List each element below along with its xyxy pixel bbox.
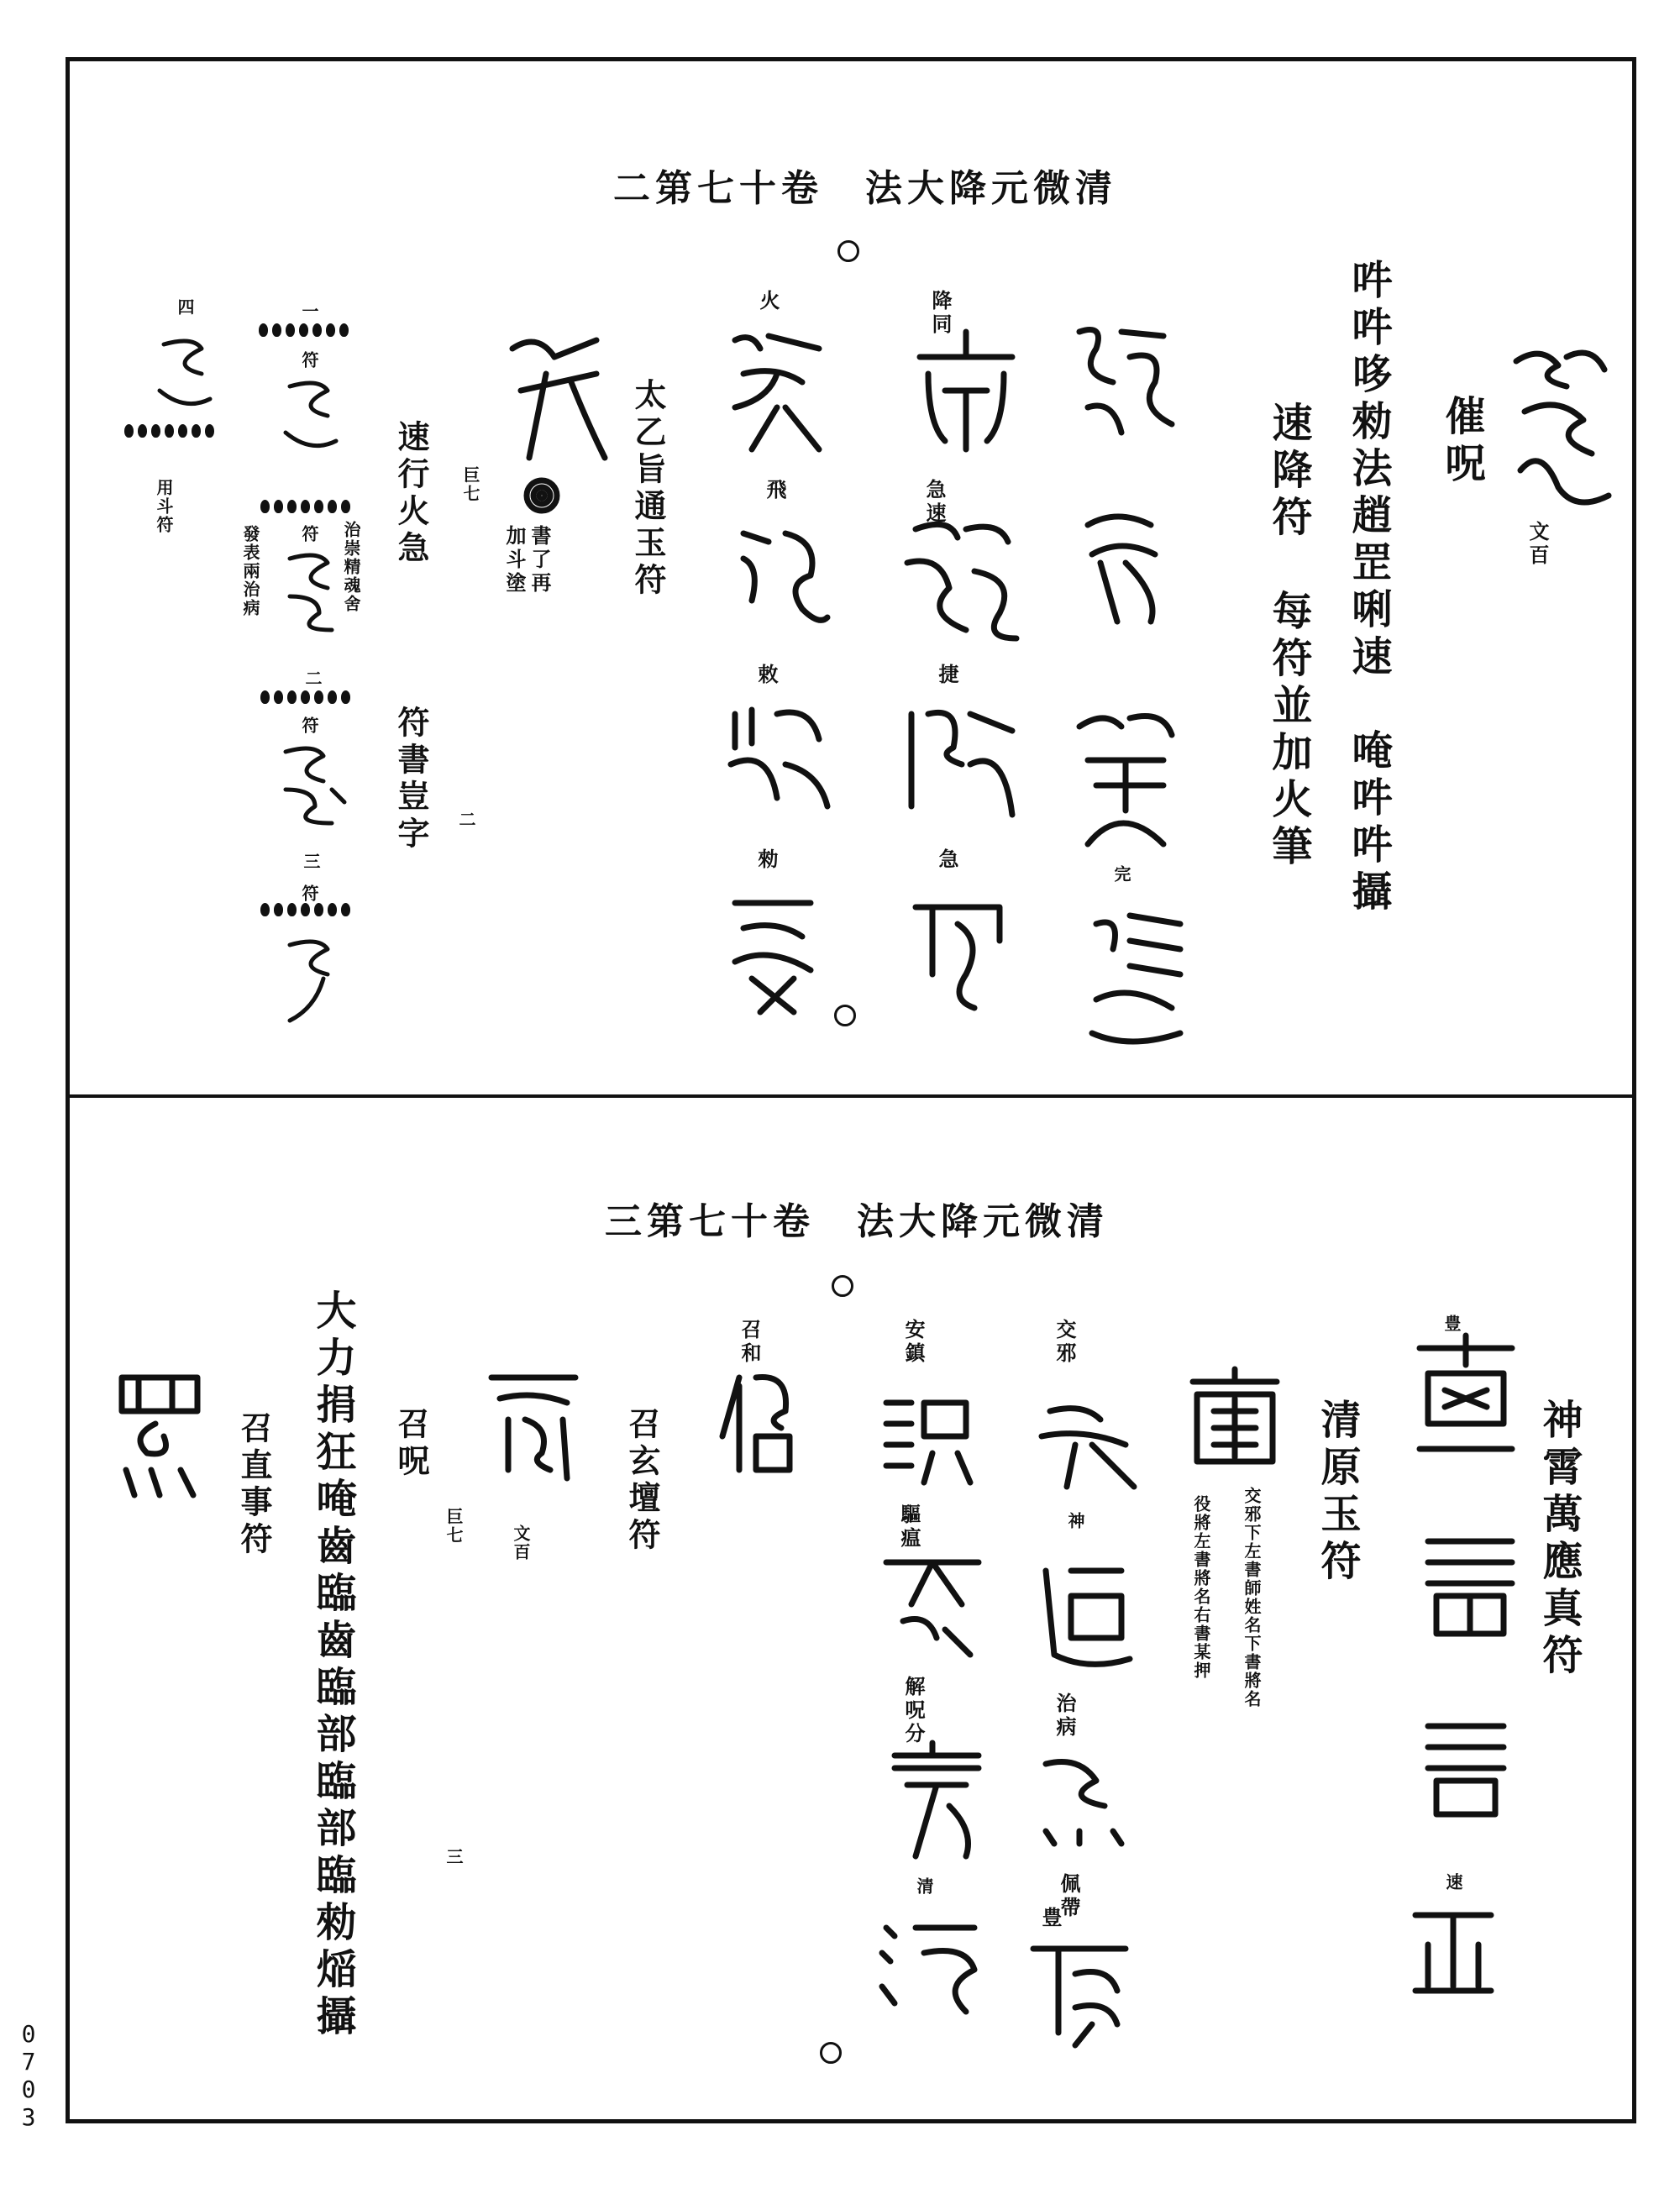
talisman-glyph-zhaoxuan	[483, 1361, 584, 1487]
note-dou: 用斗符	[154, 479, 174, 534]
label-jiaoxie: 交邪	[1053, 1319, 1077, 1366]
note-zhi: 治崇精魂舍	[341, 521, 361, 613]
bottom-header: 三第七十卷 法大降元微清	[605, 1200, 1109, 1243]
note-feng: 豊	[1441, 1315, 1462, 1333]
talisman-glyph	[718, 697, 836, 815]
talisman-fu	[277, 374, 344, 458]
talisman-glyph-taiyi	[504, 323, 613, 470]
label-jisu: 急速	[922, 479, 947, 526]
talisman-glyph	[1071, 701, 1180, 853]
talisman-glyph	[1079, 907, 1189, 1050]
cuizhou-title: 催呪	[1438, 395, 1485, 489]
label-huo: 火	[756, 290, 780, 313]
talisman-glyph	[1029, 1747, 1138, 1848]
fire-seal-icon	[521, 475, 563, 517]
label-feng: 豊	[1038, 1907, 1063, 1930]
note-wen-b: 文百	[511, 1525, 531, 1561]
talisman-glyph	[1029, 1554, 1138, 1672]
fu-label: 符	[299, 884, 319, 903]
cuizhou-chant: 吽吽哆勑法趙罡唎速 唵吽吽攝	[1345, 259, 1392, 917]
fu-label: 符	[299, 716, 319, 735]
note-shu: 書了再	[528, 525, 552, 596]
suxing-title: 速行火急	[392, 420, 430, 568]
label-zhibing: 治病	[1053, 1693, 1077, 1740]
label-he: 召和	[738, 1319, 762, 1366]
fu-dots	[260, 690, 354, 707]
talisman-glyph	[911, 323, 1021, 458]
label-chi2: 勑	[754, 848, 779, 872]
talisman-glyph	[718, 323, 836, 458]
label-chi: 敕	[754, 664, 779, 687]
talisman-fu	[151, 332, 218, 416]
note-fa: 發表兩治病	[240, 525, 260, 617]
talisman-fu	[277, 932, 344, 1025]
note-jiao-1: 交邪下左書師姓名下書將名	[1242, 1487, 1262, 1708]
binding-hole	[837, 240, 859, 262]
label-shen: 神	[1065, 1512, 1085, 1530]
talisman-glyph	[907, 890, 1016, 1016]
note-wen: 文百	[1525, 521, 1550, 568]
label-jiezhou: 解呪分	[901, 1676, 926, 1746]
talisman-glyph	[878, 1546, 987, 1663]
talisman-glyph	[1071, 315, 1180, 449]
fu-dots	[260, 500, 354, 517]
talisman-glyph	[727, 517, 836, 634]
talisman-glyph	[1033, 1394, 1142, 1495]
label-jiang-tong: 降同	[928, 290, 953, 337]
note-su: 速	[1443, 1873, 1463, 1892]
qingyuan-title: 清原玉符	[1314, 1399, 1361, 1587]
fu-dots	[260, 903, 354, 920]
taiyi-title: 太乙旨通玉符	[629, 378, 667, 600]
note-jiao-2: 役將左書將名右書某押	[1191, 1495, 1211, 1680]
fu-dots	[259, 323, 353, 340]
chant-text: 大力捐狂唵齒臨齒臨部臨部臨勑㷔攝	[309, 1289, 356, 2042]
talisman-glyph	[899, 512, 1025, 647]
fu-label: 符	[299, 525, 319, 543]
note-jia: 加斗塗	[502, 525, 527, 596]
note-jiu-b: 巨七	[444, 1508, 464, 1545]
fu-four-label: 四	[175, 298, 195, 317]
note-jiu: 巨七	[460, 466, 480, 503]
susiang-title: 速降符 每符並加火筆	[1265, 401, 1312, 872]
label-qing: 清	[914, 1877, 934, 1896]
page-number: 0 7 0 3	[21, 2020, 36, 2131]
label-peidai: 佩帶	[1057, 1873, 1081, 1920]
note-wan: 完	[1111, 865, 1131, 884]
fu-two-label: 二	[302, 669, 323, 688]
fu-one-label: 一	[299, 302, 319, 321]
label-fei: 飛	[763, 479, 787, 502]
talisman-glyph	[882, 1739, 991, 1865]
talisman-glyph-zhaozhi	[113, 1361, 206, 1499]
talisman-glyph	[1075, 504, 1168, 630]
zhaozhi-title: 召直事符	[235, 1411, 273, 1559]
fu-label: 符	[299, 351, 319, 370]
talisman-glyph	[874, 1911, 991, 2020]
talisman-glyph	[874, 1386, 983, 1487]
top-header: 二第七十卷 法大降元微清	[613, 167, 1117, 210]
talisman-glyph-zhaoxuan	[714, 1361, 798, 1487]
panel-divider	[66, 1094, 1636, 1098]
label-jie: 捷	[935, 664, 959, 687]
talisman-glyph-shenxiao	[1420, 1714, 1512, 1823]
zhaoxuan-title: 召玄壇符	[623, 1407, 661, 1555]
label-ji: 急	[935, 848, 959, 872]
zi-label: 符書豈字	[392, 706, 430, 853]
label-anzhen: 安鎮	[901, 1319, 926, 1366]
talisman-fu	[277, 546, 344, 638]
talisman-glyph-shenxiao	[1407, 1902, 1499, 2003]
num-two: 二	[456, 811, 476, 829]
note-san: 三	[444, 1848, 464, 1866]
fu-three-label: 三	[301, 853, 321, 871]
binding-hole	[820, 2042, 842, 2064]
talisman-glyph	[718, 886, 827, 1012]
talisman-glyph-cui	[1508, 344, 1617, 521]
talisman-glyph	[895, 697, 1021, 823]
label-quwen: 驅瘟	[897, 1504, 921, 1551]
fu-dots	[124, 424, 218, 441]
binding-hole	[834, 1005, 856, 1026]
talisman-glyph-shenxiao	[1420, 1529, 1520, 1642]
talisman-fu	[273, 739, 349, 832]
talisman-glyph-shenxiao	[1411, 1331, 1520, 1457]
shenxiao-title: 神霄萬應真符	[1536, 1399, 1583, 1681]
binding-hole	[832, 1275, 853, 1297]
zhaozhou-title: 召呪	[392, 1407, 430, 1481]
talisman-glyph	[1025, 1932, 1134, 2049]
talisman-glyph-qingyuan	[1184, 1365, 1285, 1470]
